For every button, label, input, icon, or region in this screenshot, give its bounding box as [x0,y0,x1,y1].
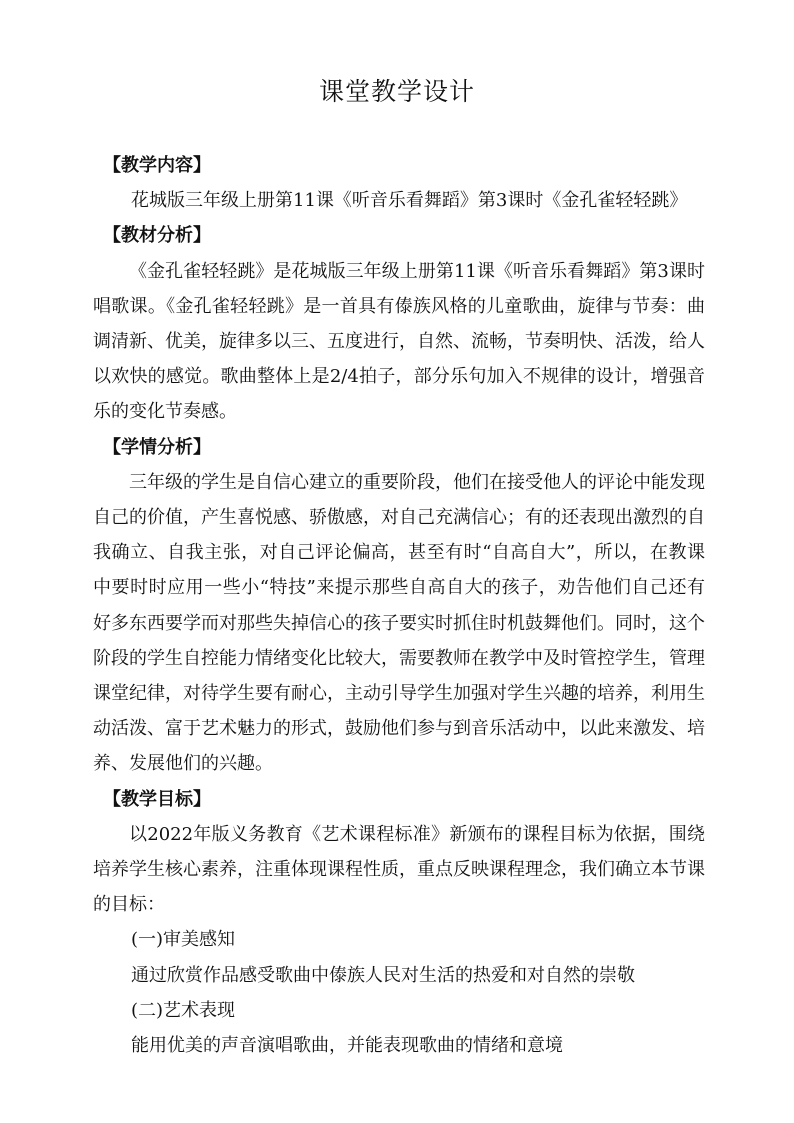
section-heading-student-analysis: 【学情分析】 [103,436,211,458]
section-heading-teaching-content: 【教学内容】 [103,155,211,176]
teaching-content-text: 花城版三年级上册第11课《听音乐看舞蹈》第3课时《金孔雀轻轻跳》 [131,190,688,212]
goal-label-artistic-expression: (二)艺术表现 [131,999,236,1021]
material-analysis-text: 《金孔雀轻轻跳》是花城版三年级上册第11课《听音乐看舞蹈》第3课时唱歌课。《金孔雀轻轻跳》是一首具有傣族风格的儿童歌曲，旋律与节奏：曲调清新、优美，旋律多以三、五度进行，自然、流畅，节奏明快、活泼，给人以欢快的感觉。歌曲整体上是2/4拍子，部分乐句加入不规律的设计，增强音乐的变化节奏感。 [93,260,705,423]
section-heading-material-analysis: 【教材分析】 [103,225,211,247]
page-title: 课堂教学设计 [318,77,475,106]
document-body [93,148,705,1063]
student-analysis-text: 三年级的学生是自信心建立的重要阶段，他们在接受他人的评论中能发现自己的价值，产生喜悦感、骄傲感，对自己充满信心；有的还表现出激烈的自我确立、自我主张，对自己评论偏高，甚至有时“自高自大”，所以，在教课中要时时应用一些小“特技”来提示那些自高自大的孩子，劝告他们自己还有好多东西要学而对那些失掉信心的孩子要实时抓住时机鼓舞他们。同时，这个阶段的学生自控能力情绪变化比较大，需要教师在教学中及时管控学生，管理课堂纪律，对待学生要有耐心，主动引导学生加强对学生兴趣的培养，利用生动活泼、富于艺术魅力的形式，鼓励他们参与到音乐活动中，以此来激发、培养、发展他们的兴趣。 [93,471,705,775]
teaching-goals-text: 以2022年版义务教育《艺术课程标准》新颁布的课程目标为依据，围绕培养学生核心素养，注重体现课程性质，重点反映课程理念，我们确立本节课的目标： [93,823,705,916]
section-heading-teaching-goals: 【教学目标】 [103,788,211,810]
goal-label-aesthetic-perception: (一)审美感知 [131,929,236,951]
goal-text-aesthetic-perception: 通过欣赏作品感受歌曲中傣族人民对生活的热爱和对自然的崇敬 [131,964,635,986]
goal-text-artistic-expression: 能用优美的声音演唱歌曲，并能表现歌曲的情绪和意境 [131,1035,563,1057]
